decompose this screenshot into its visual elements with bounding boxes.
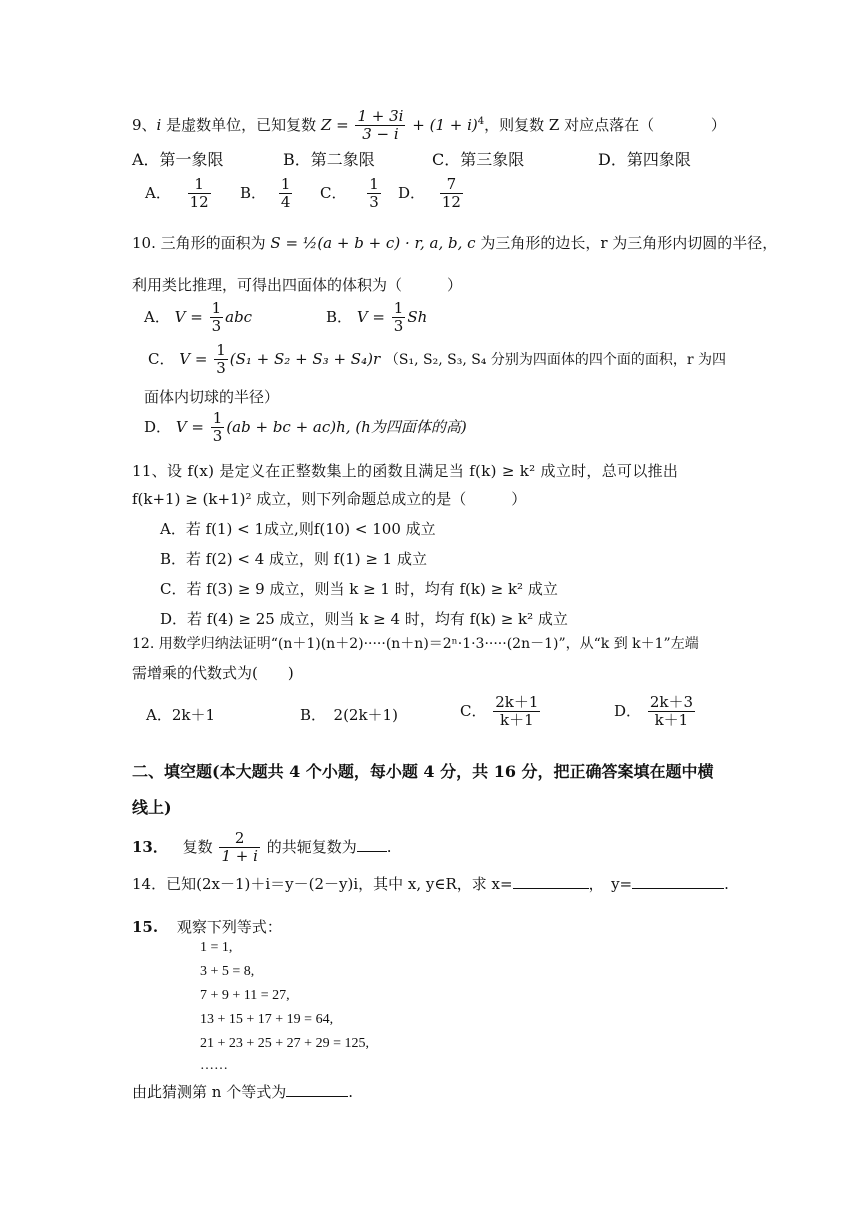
q14: 14．已知(2x－1)＋i＝y－(2－y)i，其中 x, y∈R，求 x= ， y= .	[132, 875, 729, 893]
q12-stem-2: 需增乘的代数式为( )	[132, 664, 294, 682]
q11-option-c: C．若 f(3) ≥ 9 成立，则当 k ≥ 1 时，均有 f(k) ≥ k² 成立	[160, 580, 558, 598]
q9-option-d: D．第四象限	[598, 150, 691, 169]
q10-option-c-note: 面体内切球的半径）	[144, 388, 280, 406]
q9-option-a: A．第一象限	[132, 150, 224, 169]
q9-extra-fraction: $\frac{1}{12}$	[189, 175, 209, 212]
q11-option-d: D．若 f(4) ≥ 25 成立，则当 k ≥ 4 时，均有 f(k) ≥ k² 成立	[160, 610, 568, 628]
q15-conclusion: 由此猜测第 n 个等式为 .	[132, 1083, 353, 1101]
q10-option-c: C． V = $\frac{1}{3}$ (S₁ + S₂ + S₃ + S₄)r （S₁, S₂, S₃, S₄ 分别为四面体的四个面的面积，r 为四	[148, 341, 727, 378]
q15-equation: 3 + 5 = 8,	[200, 964, 255, 979]
q13-answer-blank[interactable]	[357, 837, 387, 852]
q9-extra-fraction: $\frac{1}{3}$	[369, 175, 379, 212]
q10-stem: 10. 三角形的面积为 S = ½(a + b + c) · r, a, b, c 为三角形的边长，r 为三角形内切圆的半径，	[132, 234, 778, 252]
q9-fraction: $\frac{1 + 3i}{3 - i}$	[357, 107, 404, 144]
q13: 13． 复数 $\frac{2}{1 + i}$ 的共轭复数为 .	[132, 829, 392, 866]
q9-extra-c: C． $\frac{1}{3}$	[320, 175, 379, 212]
q11-stem-2: f(k+1) ≥ (k+1)² 成立，则下列命题总成立的是（ ）	[132, 490, 527, 508]
q15-equation: 7 + 9 + 11 = 27,	[200, 988, 290, 1003]
q9-option-b: B．第二象限	[283, 150, 375, 169]
section-heading-2: 线上)	[132, 798, 172, 817]
q9-extra-d: D． $\frac{7}{12}$	[398, 175, 461, 212]
q9-stem: 9、i 是虚数单位，已知复数 Z = $\frac{1 + 3i}{3 - i}$ + $(1 + i)^4$，则复数 Z 对应点落在（ ）	[132, 107, 726, 144]
q9-extra-b: B． $\frac{1}{4}$	[240, 175, 291, 212]
q15-equation: 13 + 15 + 17 + 19 = 64,	[200, 1012, 334, 1027]
q10-option-b: B． V = $\frac{1}{3}$ Sh	[326, 299, 428, 336]
q12-option-d: D． $\frac{2k+3}{k+1}$	[614, 693, 693, 730]
q12-stem: 12. 用数学归纳法证明“(n＋1)(n＋2)·····(n＋n)＝2ⁿ·1·3·····(2n－1)”，从“k 到 k＋1”左端	[132, 636, 699, 652]
q9-extra-fraction: $\frac{1}{4}$	[280, 175, 291, 212]
q15-ellipsis: ……	[200, 1058, 228, 1073]
q10-option-d: D． V = $\frac{1}{3}$ (ab + bc + ac)h, (h为四面体的高)	[144, 409, 467, 446]
q15-answer-blank[interactable]	[286, 1082, 348, 1097]
q13-fraction: $\frac{2}{1 + i}$	[221, 829, 258, 866]
q11-option-a: A．若 f(1) < 1成立,则f(10) < 100 成立	[160, 520, 436, 538]
q15-equation: 21 + 23 + 25 + 27 + 29 = 125,	[200, 1036, 369, 1051]
q11-stem: 11、设 f(x) 是定义在正整数集上的函数且满足当 f(k) ≥ k² 成立时，总可以推出	[132, 462, 679, 480]
q9-extra-fraction: $\frac{7}{12}$	[441, 175, 461, 212]
q14-x-blank[interactable]	[513, 874, 589, 889]
q12-option-a: A．2k＋1	[146, 706, 216, 724]
q9-extra-a: A． $\frac{1}{12}$	[145, 175, 209, 212]
q15-equation: 1 = 1,	[200, 940, 233, 955]
q15-intro: 15. 观察下列等式：	[132, 918, 282, 936]
q14-y-blank[interactable]	[632, 874, 724, 889]
q10-option-a: A． V = $\frac{1}{3}$ abc	[144, 299, 253, 336]
q12-option-b: B． 2(2k＋1)	[300, 706, 398, 724]
q9-option-c: C．第三象限	[432, 150, 525, 169]
section-heading: 二、填空题(本大题共 4 个小题，每小题 4 分，共 16 分，把正确答案填在题中横	[132, 762, 714, 781]
q10-stem-2: 利用类比推理，可得出四面体的体积为（ ）	[132, 276, 463, 294]
q11-option-b: B．若 f(2) < 4 成立，则 f(1) ≥ 1 成立	[160, 550, 427, 568]
q12-option-c: C． $\frac{2k+1}{k+1}$	[460, 693, 539, 730]
